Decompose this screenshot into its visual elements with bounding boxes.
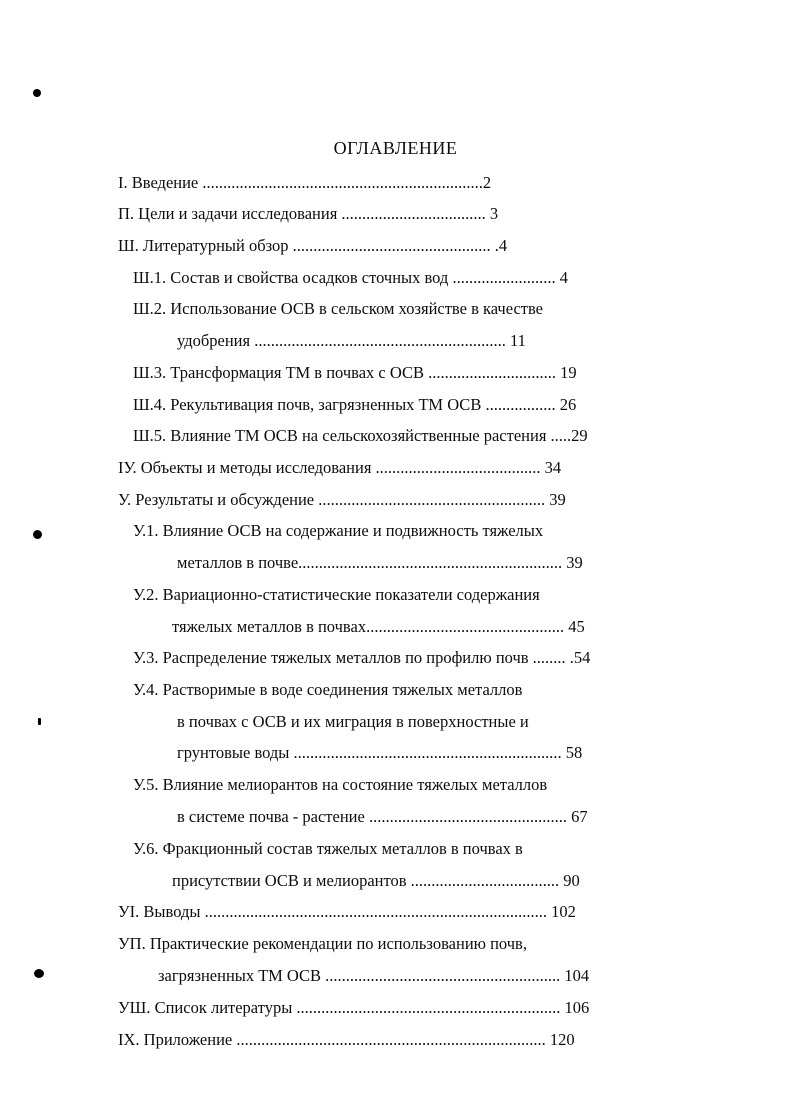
toc-entry: Ш.1. Состав и свойства осадков сточных вод ......................... 4 (133, 268, 568, 287)
punch-hole-mark (34, 969, 44, 978)
toc-entry: грунтовые воды ................................................................. 58 (177, 743, 583, 762)
toc-entry: Ш.3. Трансформация ТМ в почвах с ОСВ ............................... 19 (133, 363, 577, 382)
toc-entry: Ш. Литературный обзор ................................................ .4 (118, 236, 508, 255)
toc-entry: удобрения ............................................................. 11 (177, 331, 526, 350)
toc-entry: У.2. Вариационно-статистические показатели содержания (133, 585, 540, 604)
toc-entry: присутствии ОСВ и мелиорантов .................................... 90 (172, 871, 580, 890)
toc-entry: Ш.2. Использование ОСВ в сельском хозяйстве в качестве (133, 299, 544, 318)
toc-entry: У.6. Фракционный состав тяжелых металлов в почвах в (133, 839, 523, 858)
toc-entry: У.3. Распределение тяжелых металлов по профилю почв ........ .54 (133, 648, 591, 667)
toc-entry: УI. Выводы ................................................................................... 102 (118, 902, 576, 921)
scan-speck (38, 718, 41, 725)
toc-entry: загрязненных ТМ ОСВ ......................................................... 104 (158, 966, 590, 985)
toc-entry: У.4. Растворимые в воде соединения тяжелых металлов (133, 680, 523, 699)
toc-entry: УП. Практические рекомендации по использованию почв, (118, 934, 527, 953)
punch-hole-mark (33, 89, 41, 97)
toc-entry: У.5. Влияние мелиорантов на состояние тяжелых металлов (133, 775, 548, 794)
toc-entry: Ш.5. Влияние ТМ ОСВ на сельскохозяйственные растения .....29 (133, 426, 588, 445)
toc-entry: в системе почва - растение ................................................ 67 (177, 807, 588, 826)
toc-entry: металлов в почве................................................................ 39 (177, 553, 583, 572)
toc-entry: тяжелых металлов в почвах................................................ 45 (172, 617, 585, 636)
toc-entry: У.1. Влияние ОСВ на содержание и подвижность тяжелых (133, 521, 544, 540)
page-title: ОГЛАВЛЕНИЕ (333, 138, 458, 158)
toc-entry: У. Результаты и обсуждение ....................................................... 39 (118, 490, 566, 509)
punch-hole-mark (33, 530, 42, 539)
toc-entry: IX. Приложение ........................................................................... 120 (118, 1030, 575, 1049)
toc-entry: УШ. Список литературы ................................................................ 106 (118, 998, 590, 1017)
toc-entry: в почвах с ОСВ и их миграция в поверхностные и (177, 712, 529, 731)
toc-entry: I. Введение ....................................................................2 (118, 173, 492, 192)
toc-entry: Ш.4. Рекультивация почв, загрязненных ТМ ОСВ ................. 26 (133, 395, 577, 414)
toc-entry: IУ. Объекты и методы исследования ........................................ 34 (118, 458, 562, 477)
toc-entry: П. Цели и задачи исследования ................................... 3 (118, 204, 499, 223)
